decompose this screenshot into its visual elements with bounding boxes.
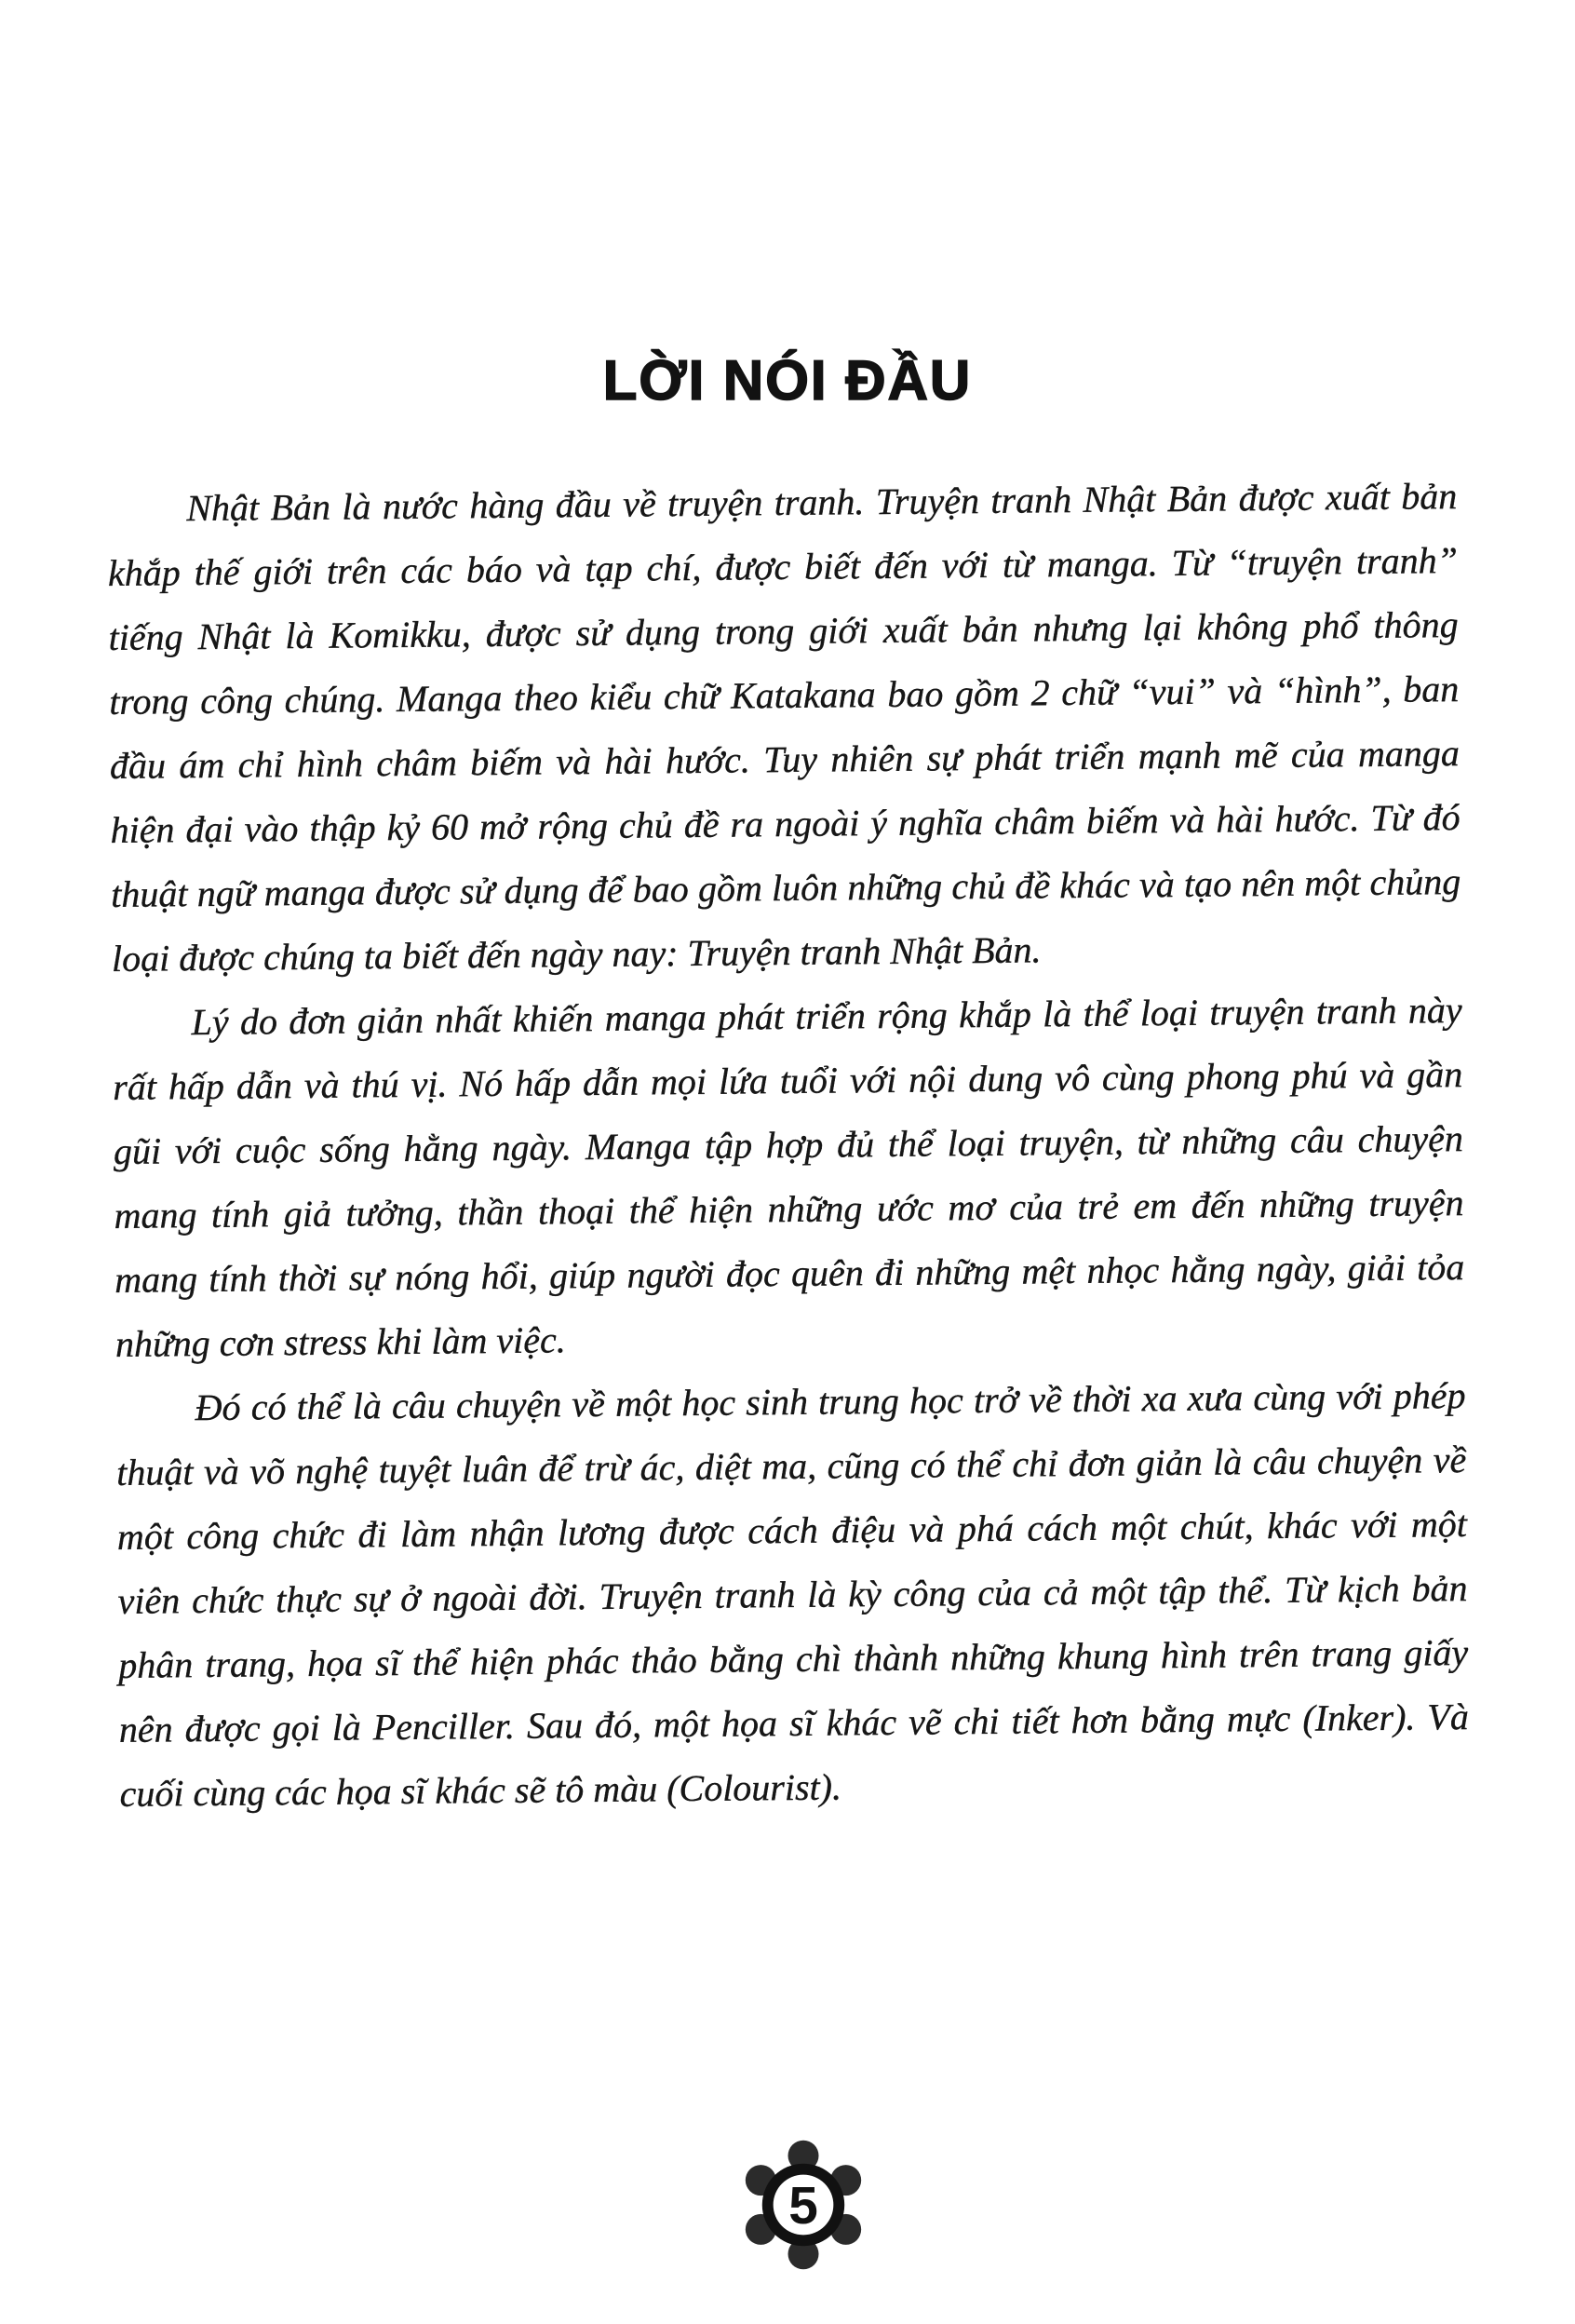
paragraph: Đó có thể là câu chuyện về một học sinh trung học trở về thời xa xưa cùng với phép thuật và võ nghệ tuyệt luân để trừ ác, diệt ma, cũng có thể chỉ đơn giản là câu chuyện về một công chức đi làm nhận lương được cách điệu và phá cách một chút, khác với một viên chức thực sự ở ngoài đời. Truyện tranh là kỳ công của cả một tập thể. Từ kịch bản phân trang, họa sĩ thể hiện phác thảo bằng chì thành những khung hình trên trang giấy nên được gọi là Penciller. Sau đó, một họa sĩ khác vẽ chi tiết hơn bằng mực (Inker). Và cuối cùng các họa sĩ khác sẽ tô màu (Colourist). [116, 1374, 1470, 1815]
paragraph: Lý do đơn giản nhất khiến manga phát triển rộng khắp là thể loại truyện tranh này rất hấp dẫn và thú vị. Nó hấp dẫn mọi lứa tuổi với nội dung vô cùng phong phú và gần gũi với cuộc sống hằng ngày. Manga tập hợp đủ thể loại truyện, từ những câu chuyện mang tính giả tưởng, thần thoại thể hiện những ước mơ của trẻ em đến những truyện mang tính thời sự nóng hổi, giúp người đọc quên đi những mệt nhọc hằng ngày, giải tỏa những cơn stress khi làm việc. [113, 989, 1465, 1365]
paragraph: Nhật Bản là nước hàng đầu về truyện tranh. Truyện tranh Nhật Bản được xuất bản khắp thế giới trên các báo và tạp chí, được biết đến với từ manga. Từ “truyện tranh” tiếng Nhật là Komikku, được sử dụng trong giới xuất bản nhưng lại không phổ thông trong công chúng. Manga theo kiểu chữ Katakana bao gồm 2 chữ “vui” và “hình”, ban đầu ám chỉ hình châm biếm và hài hước. Tuy nhiên sự phát triển mạnh mẽ của manga hiện đại vào thập kỷ 60 mở rộng chủ đề ra ngoài ý nghĩa châm biếm và hài hước. Từ đó thuật ngữ manga được sử dụng để bao gồm luôn những chủ đề khác và tạo nên một chủng loại được chúng ta biết đến ngày nay: Truyện tranh Nhật Bản. [107, 475, 1461, 980]
page-title: LỜI NÓI ĐẦU [602, 349, 973, 412]
page-number: 5 [788, 2176, 818, 2236]
preface-text [107, 464, 1470, 1826]
gear-flower-icon [742, 2138, 865, 2272]
page-number-badge [742, 2138, 865, 2272]
